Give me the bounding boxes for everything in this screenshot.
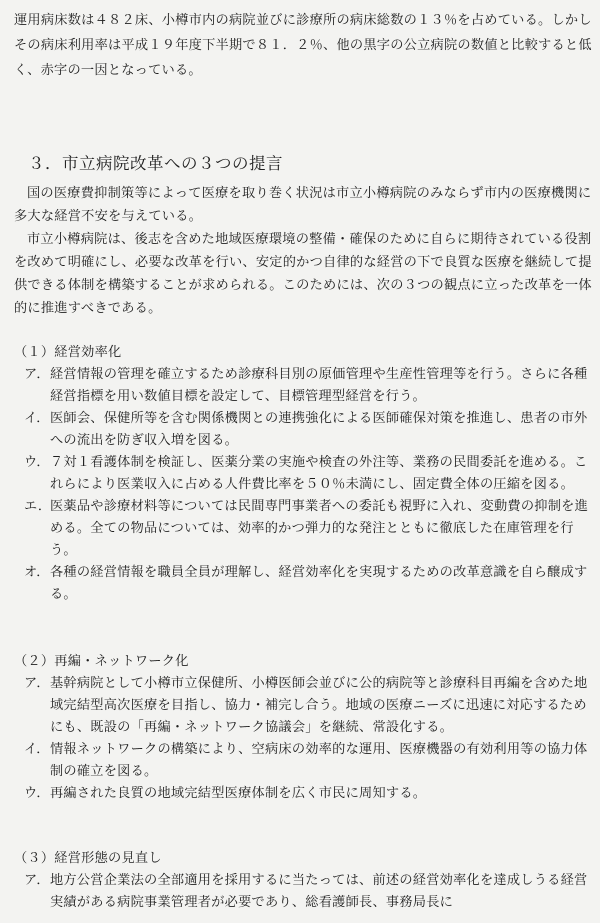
item-marker: ウ． (24, 455, 50, 470)
item-text: 再編された良質の地域完結型医療体制を広く市民に周知する。 (50, 786, 427, 801)
item-text: 地方公営企業法の全部適用を採用するに当たっては、前述の経営効率化を達成しうる経営実績がある病院事業管理者が必要であり、総看護師長、事務局長に (50, 873, 588, 910)
item-text: 経営情報の管理を確立するため診療科目別の原価管理や生産性管理等を行う。さらに各種経営指標を用い数値目標を設定して、目標管理型経営を行う。 (50, 367, 588, 404)
section-body (14, 182, 592, 320)
subsection-network (14, 651, 592, 805)
item-marker: ア． (24, 873, 50, 888)
item-text: 情報ネットワークの構築により、空病床の効率的な運用、医療機器の有効利用等の協力体制の確立を図る。 (50, 742, 588, 779)
subsection-heading: （２）再編・ネットワーク化 (14, 654, 189, 669)
list-item (14, 870, 592, 914)
subsection-management-form (14, 848, 592, 914)
item-marker: ウ． (24, 786, 50, 801)
list-item (14, 364, 592, 408)
item-marker: オ． (24, 565, 50, 580)
item-text: 医師会、保健所等を含む関係機関との連携強化による医師確保対策を推進し、患者の市外への流出を防ぎ収入増を図る。 (50, 411, 588, 448)
item-text: 医薬品や診療材料等については民間専門事業者への委託も視野に入れ、変動費の抑制を進める。全ての物品については、効率的かつ弾力的な発注とともに徹底した在庫管理を行う。 (50, 499, 589, 558)
list-item (14, 783, 592, 805)
item-marker: イ． (24, 411, 50, 426)
list-item (14, 496, 592, 562)
intro-paragraph (14, 8, 592, 83)
subsection-efficiency (14, 342, 592, 606)
intro-text: 運用病床数は４８２床、小樽市内の病院並びに診療所の病床総数の１３％を占めている。しかしその病床利用率は平成１９年度下半期で８１．２％、他の黒字の公立病院の数値と比較すると低く、赤字の一因となっている。 (14, 13, 592, 78)
body-paragraph-2: 市立小樽病院は、後志を含めた地域医療環境の整備・確保のために自らに期待されている役割を改めて明確にし、必要な改革を行い、安定的かつ自律的な経営の下で良質な医療を継続して提供できる体制を構築することが求められる。このためには、次の３つの観点に立った改革を一体的に推進すべきである。 (14, 232, 592, 316)
item-text: 各種の経営情報を職員全員が理解し、経営効率化を実現するための改革意識を自ら醸成する。 (50, 565, 588, 602)
list-item (14, 739, 592, 783)
list-item (14, 673, 592, 739)
item-text: ７対１看護体制を検証し、医薬分業の実施や検査の外注等、業務の民間委託を進める。これらにより医業収入に占める人件費比率を５０％未満にし、固定費全体の圧縮を図る。 (50, 455, 588, 492)
item-marker: ア． (24, 367, 50, 382)
list-item (14, 562, 592, 606)
subsection-heading: （１）経営効率化 (14, 345, 122, 360)
item-text: 基幹病院として小樽市立保健所、小樽医師会並びに公的病院等と診療科目再編を含めた地域完結型高次医療を目指し、協力・補完し合う。地域の医療ニーズに迅速に対応するためにも、既設の「再編・ネットワーク協議会」を継続、常設化する。 (50, 676, 588, 735)
body-paragraph-1: 国の医療費抑制策等によって医療を取り巻く状況は市立小樽病院のみならず市内の医療機関に多大な経営不安を与えている。 (14, 186, 592, 224)
item-marker: エ． (24, 499, 52, 514)
item-marker: イ． (24, 742, 50, 757)
item-marker: ア． (24, 676, 50, 691)
list-item (14, 452, 592, 496)
subsection-heading: （３）経営形態の見直し (14, 851, 162, 866)
section-heading: ３．市立病院改革への３つの提言 (28, 154, 283, 173)
list-item (14, 408, 592, 452)
